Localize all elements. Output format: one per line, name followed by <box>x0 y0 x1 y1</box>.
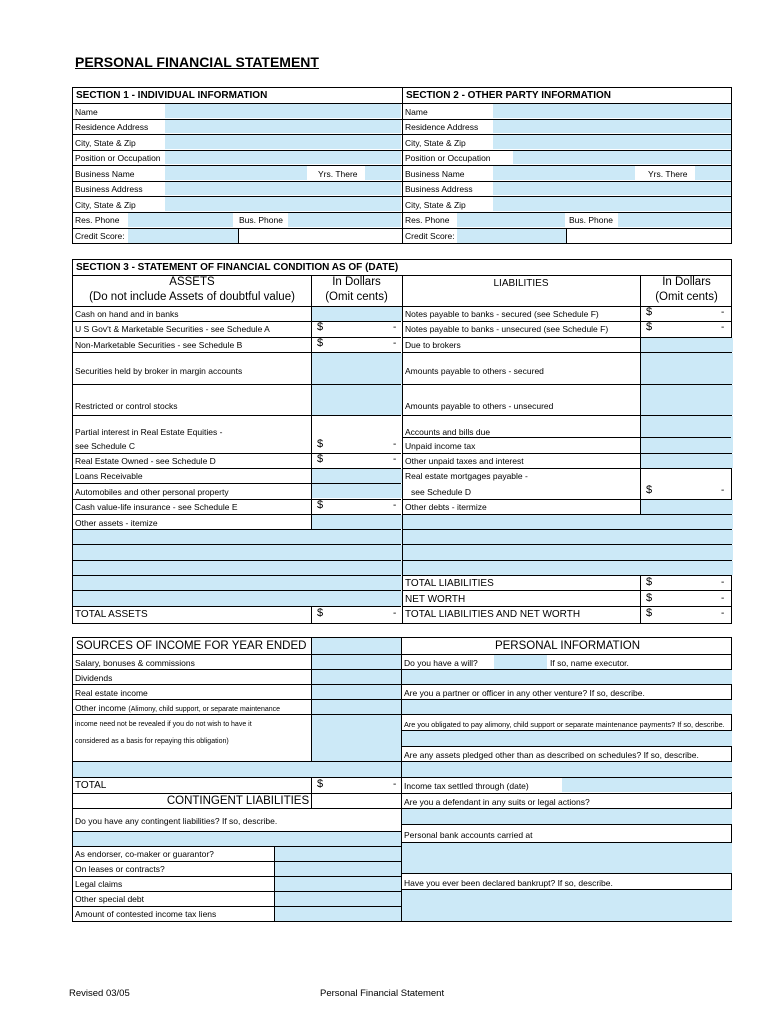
s1-yrs-label: Yrs. There <box>318 169 358 179</box>
s1-bus-phone-label: Bus. Phone <box>239 215 283 225</box>
s1-credit-label: Credit Score: <box>75 231 125 241</box>
asset-partial-dollar: $ <box>317 438 324 450</box>
total-liabilities-label: TOTAL LIABILITIES <box>405 578 494 589</box>
asset-itemize-1[interactable] <box>73 530 402 544</box>
liab-itemize-4[interactable] <box>403 561 733 575</box>
personal-partner-field[interactable] <box>402 700 732 714</box>
net-worth-label: NET WORTH <box>405 594 466 605</box>
asset-restricted-label: Restricted or control stocks <box>75 401 178 411</box>
s2-business-address-label: Business Address <box>405 184 473 194</box>
liab-itemize-3[interactable] <box>403 545 733 560</box>
asset-usgov-value: - <box>393 322 397 333</box>
contingent-contested-label: Amount of contested income tax liens <box>75 909 217 919</box>
net-worth-dollar: $ <box>646 592 653 604</box>
income-other-note-3: considered as a basis for repaying this obligation) <box>75 738 229 745</box>
asset-itemize-5[interactable] <box>73 591 402 606</box>
liab-others-unsecured-field[interactable] <box>641 385 733 415</box>
s1-business-address-label: Business Address <box>75 184 143 194</box>
s1-res-phone-label: Res. Phone <box>75 215 120 225</box>
asset-partial-label-1: Partial interest in Real Estate Equities - <box>75 427 223 437</box>
asset-other-label: Other assets - itemize <box>75 518 158 528</box>
total-assets-value: - <box>393 608 397 619</box>
income-realestate-field[interactable] <box>312 685 402 699</box>
s2-yrs-label: Yrs. There <box>648 169 688 179</box>
s1-city2-label: City, State & Zip <box>75 200 136 210</box>
asset-nonmkt-value: - <box>393 338 397 349</box>
contingent-question: Do you have any contingent liabilities? If so, describe. <box>75 816 278 826</box>
personal-bank-label: Personal bank accounts carried at <box>404 830 533 840</box>
asset-cash-label: Cash on hand and in banks <box>75 309 179 319</box>
contingent-legal-field[interactable] <box>275 877 402 891</box>
asset-loans-label: Loans Receivable <box>75 471 143 481</box>
personal-bankrupt-field[interactable] <box>402 890 732 921</box>
asset-itemize-2[interactable] <box>73 545 402 560</box>
personal-alimony-label: Are you obligated to pay alimony, child support or separate maintenance payments? If so, describe. <box>404 720 725 729</box>
income-other-label <box>75 703 280 715</box>
s1-business-name-field[interactable] <box>165 166 307 180</box>
liab-other-debts-label: Other debts - itermize <box>405 502 487 512</box>
s1-city-label: City, State & Zip <box>75 138 136 148</box>
s2-position-field[interactable] <box>513 151 731 164</box>
s2-res-phone-label: Res. Phone <box>405 215 450 225</box>
asset-loans-field[interactable] <box>312 469 402 483</box>
liabilities-heading: LIABILITIES <box>493 278 549 289</box>
income-other-text: Other income <box>75 703 127 713</box>
contingent-special-label: Other special debt <box>75 894 144 904</box>
liab-other-taxes-field[interactable] <box>641 454 733 468</box>
personal-alimony-field[interactable] <box>402 731 732 746</box>
s2-residence-field[interactable] <box>493 120 731 133</box>
income-salary-label: Salary, bonuses & commissions <box>75 658 195 668</box>
asset-nonmkt-label: Non-Marketable Securities - see Schedule B <box>75 340 243 350</box>
s1-business-address-field[interactable] <box>165 182 401 195</box>
income-box <box>72 637 402 922</box>
liab-accounts-label: Accounts and bills due <box>405 427 491 437</box>
personal-taxes-field[interactable] <box>562 778 732 792</box>
liab-np-unsecured-value: - <box>721 322 725 333</box>
liab-np-unsecured-label: Notes payable to banks - unsecured (see Schedule F) <box>405 324 609 334</box>
income-heading: SOURCES OF INCOME FOR YEAR ENDED <box>76 640 307 652</box>
total-liab-value: - <box>721 577 725 588</box>
income-other-note-1: (Alimony, child support, or separate maintenance <box>128 706 281 713</box>
liab-others-secured-field[interactable] <box>641 353 733 384</box>
income-dividends-label: Dividends <box>75 673 113 683</box>
liab-np-secured-value: - <box>721 307 725 318</box>
s1-residence-field[interactable] <box>165 120 401 133</box>
asset-partial-label-2: see Schedule C <box>75 441 136 451</box>
asset-usgov-label: U S Gov't & Marketable Securities - see Schedule A <box>75 324 270 334</box>
liab-accounts-field[interactable] <box>641 416 733 438</box>
total-liab-dollar: $ <box>646 576 653 588</box>
s1-credit-field[interactable] <box>128 229 238 243</box>
asset-itemize-3[interactable] <box>73 561 402 575</box>
page-title: PERSONAL FINANCIAL STATEMENT <box>75 54 319 70</box>
personal-executor-field[interactable] <box>402 670 732 684</box>
asset-restricted-field[interactable] <box>312 385 402 415</box>
liab-mortgages-label-2: see Schedule D <box>411 487 472 497</box>
s1-business-name-label: Business Name <box>75 169 135 179</box>
s2-business-name-field[interactable] <box>493 166 635 180</box>
liab-np-unsecured-dollar: $ <box>646 321 653 333</box>
assets-in-dollars: In Dollars <box>332 276 381 288</box>
liab-unpaid-tax-label: Unpaid income tax <box>405 441 476 451</box>
liab-in-dollars: In Dollars <box>662 276 711 288</box>
section3-heading: SECTION 3 - STATEMENT OF FINANCIAL CONDITION AS OF (DATE) <box>76 262 399 273</box>
personal-bank-field[interactable] <box>402 843 732 873</box>
s1-city2-field[interactable] <box>165 197 401 211</box>
s2-name-field[interactable] <box>493 104 731 118</box>
asset-usgov-dollar: $ <box>317 321 324 333</box>
personal-bankrupt-label: Have you ever been declared bankrupt? If so, describe. <box>404 878 613 888</box>
liab-brokers-field[interactable] <box>641 338 733 352</box>
asset-autos-field[interactable] <box>312 484 402 498</box>
contingent-heading: CONTINGENT LIABILITIES <box>166 795 310 807</box>
personal-taxes-label: Income tax settled through (date) <box>404 781 529 791</box>
section2-heading: SECTION 2 - OTHER PARTY INFORMATION <box>406 90 612 101</box>
asset-cashvalue-label: Cash value-life insurance - see Schedule E <box>75 502 238 512</box>
liab-mortgages-dollar: $ <box>646 484 653 496</box>
personal-will-field[interactable] <box>494 655 547 669</box>
s2-credit-label: Credit Score: <box>405 231 455 241</box>
s2-name-label: Name <box>405 107 428 117</box>
total-assets-label: TOTAL ASSETS <box>75 609 148 620</box>
asset-itemize-4[interactable] <box>73 576 402 590</box>
total-liab-nw-dollar: $ <box>646 607 653 619</box>
s1-residence-label: Residence Address <box>75 122 149 132</box>
s2-res-phone-field[interactable] <box>457 213 565 227</box>
personal-partner-label: Are you a partner or officer in any other venture? If so, describe. <box>404 688 645 698</box>
liab-itemize-1[interactable] <box>403 515 733 529</box>
s2-business-name-label: Business Name <box>405 169 465 179</box>
personal-pledged-field[interactable] <box>402 762 732 777</box>
contingent-legal-label: Legal claims <box>75 879 123 889</box>
assets-subheading: (Do not include Assets of doubtful value) <box>89 291 295 303</box>
liab-np-secured-label: Notes payable to banks - secured (see Schedule F) <box>405 309 599 319</box>
contingent-describe-field[interactable] <box>73 832 402 846</box>
asset-cash-field[interactable] <box>312 307 402 321</box>
assets-heading: ASSETS <box>169 276 215 288</box>
s1-city-field[interactable] <box>165 135 401 149</box>
total-liab-nw-value: - <box>721 608 725 619</box>
s1-position-field[interactable] <box>165 151 401 164</box>
s2-city2-label: City, State & Zip <box>405 200 466 210</box>
liab-unpaid-tax-field[interactable] <box>641 438 733 453</box>
s2-city2-field[interactable] <box>493 197 731 211</box>
personal-will-label: Do you have a will? <box>404 658 478 668</box>
total-assets-dollar: $ <box>317 607 324 619</box>
income-total-dollar: $ <box>317 778 324 790</box>
income-heading-field[interactable] <box>312 638 402 654</box>
asset-autos-label: Automobiles and other personal property <box>75 487 229 497</box>
personal-defendant-label: Are you a defendant in any suits or legal actions? <box>404 797 590 807</box>
liab-mortgages-value: - <box>721 485 725 496</box>
personal-box <box>401 637 732 922</box>
personal-pledged-label: Are any assets pledged other than as described on schedules? If so, describe. <box>404 750 699 760</box>
contingent-endorser-field[interactable] <box>275 847 402 861</box>
liab-other-taxes-label: Other unpaid taxes and interest <box>405 456 524 466</box>
income-total-label: TOTAL <box>75 780 107 791</box>
s2-yrs-field[interactable] <box>695 166 731 180</box>
asset-realestate-dollar: $ <box>317 453 324 465</box>
section-3-box <box>72 259 732 624</box>
personal-defendant-field[interactable] <box>402 809 732 824</box>
section1-heading: SECTION 1 - INDIVIDUAL INFORMATION <box>76 90 268 101</box>
asset-realestate-value: - <box>393 454 397 465</box>
asset-margin-field[interactable] <box>312 353 402 384</box>
liab-itemize-2[interactable] <box>403 530 733 544</box>
s2-credit-field[interactable] <box>457 229 566 243</box>
income-other-field[interactable] <box>312 700 402 714</box>
footer-title: Personal Financial Statement <box>320 988 445 999</box>
contingent-special-field[interactable] <box>275 892 402 906</box>
net-worth-value: - <box>721 593 725 604</box>
asset-nonmkt-dollar: $ <box>317 337 324 349</box>
contingent-leases-label: On leases or contracts? <box>75 864 165 874</box>
s1-yrs-field[interactable] <box>365 166 401 180</box>
liab-mortgages-label-1: Real estate mortgages payable - <box>405 471 528 481</box>
asset-realestate-label: Real Estate Owned - see Schedule D <box>75 456 216 466</box>
asset-cashvalue-dollar: $ <box>317 499 324 511</box>
liab-np-secured-dollar: $ <box>646 306 653 318</box>
footer-revised: Revised 03/05 <box>69 988 130 999</box>
section-1-2-box <box>72 87 732 244</box>
s1-name-label: Name <box>75 107 98 117</box>
liab-others-unsecured-label: Amounts payable to others - unsecured <box>405 401 554 411</box>
s2-business-address-field[interactable] <box>493 182 731 195</box>
income-total-value: - <box>393 779 397 790</box>
assets-omit-cents: (Omit cents) <box>325 291 388 303</box>
income-extra-1[interactable] <box>312 715 402 761</box>
s2-position-label: Position or Occupation <box>405 153 491 163</box>
total-liab-nw-label: TOTAL LIABILITIES AND NET WORTH <box>405 609 581 620</box>
s2-city-label: City, State & Zip <box>405 138 466 148</box>
liab-other-debts-field[interactable] <box>641 500 733 514</box>
asset-cashvalue-value: - <box>393 500 397 511</box>
s2-bus-phone-field[interactable] <box>618 213 731 227</box>
personal-heading: PERSONAL INFORMATION <box>494 640 641 652</box>
liab-omit-cents: (Omit cents) <box>655 291 718 303</box>
asset-other-field[interactable] <box>312 515 402 529</box>
personal-executor-label: If so, name executor. <box>550 658 629 668</box>
contingent-endorser-label: As endorser, co-maker or guarantor? <box>75 849 214 859</box>
contingent-contested-field[interactable] <box>275 907 402 921</box>
income-extra-2[interactable] <box>73 762 402 777</box>
income-realestate-label: Real estate income <box>75 688 148 698</box>
s2-city-field[interactable] <box>493 135 731 149</box>
s2-residence-label: Residence Address <box>405 122 479 132</box>
income-salary-field[interactable] <box>312 655 402 669</box>
asset-partial-value: - <box>393 439 397 450</box>
s1-res-phone-field[interactable] <box>128 213 233 227</box>
income-other-note-2: income need not be revealed if you do not wish to have it <box>75 721 252 728</box>
income-dividends-field[interactable] <box>312 670 402 684</box>
liab-brokers-label: Due to brokers <box>405 340 461 350</box>
liab-others-secured-label: Amounts payable to others - secured <box>405 366 544 376</box>
s2-bus-phone-label: Bus. Phone <box>569 215 613 225</box>
contingent-leases-field[interactable] <box>275 862 402 876</box>
s1-position-label: Position or Occupation <box>75 153 161 163</box>
asset-margin-label: Securities held by broker in margin accounts <box>75 366 243 376</box>
s1-name-field[interactable] <box>165 104 401 118</box>
s1-bus-phone-field[interactable] <box>288 213 401 227</box>
